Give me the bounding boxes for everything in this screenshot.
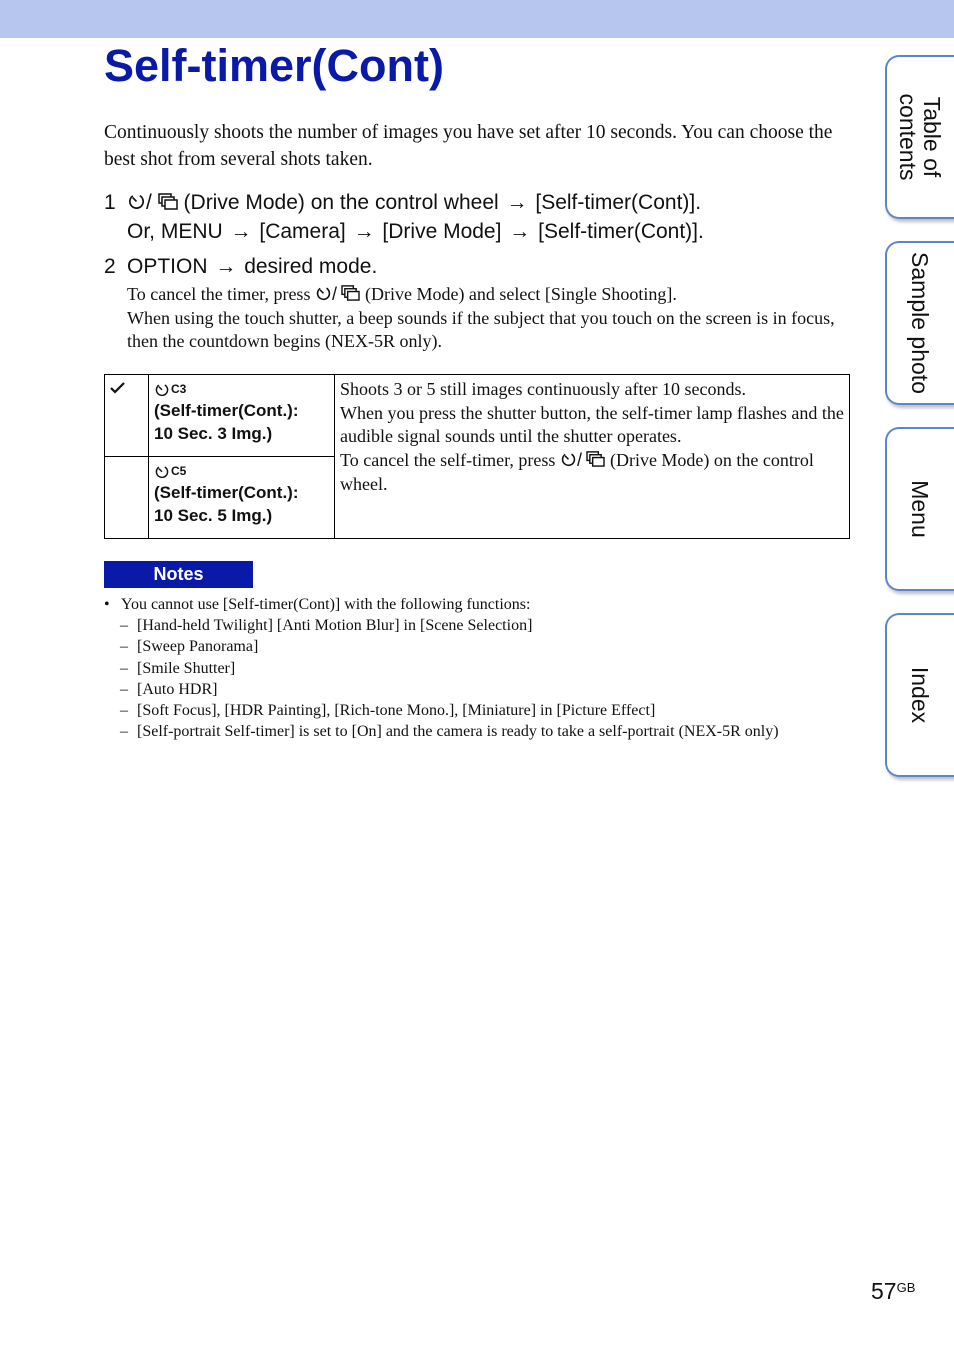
- arrow-icon: →: [509, 220, 531, 243]
- tab-label: Menu: [907, 480, 933, 538]
- note-text: To cancel the timer, press: [127, 284, 311, 304]
- continuous-shooting-icon: [158, 189, 178, 218]
- notes-list: [104, 615, 844, 742]
- top-header-bar: [0, 0, 954, 38]
- description-text: To cancel the self-timer, press: [340, 449, 556, 470]
- page-number-suffix: GB: [896, 1280, 916, 1295]
- self-timer-icon: [560, 450, 577, 474]
- step-2-notes: [127, 283, 847, 353]
- mode-label: 10 Sec. 5 Img.): [154, 506, 273, 525]
- list-item: – [Auto HDR]: [137, 679, 844, 700]
- tab-label-line: contents: [895, 93, 921, 181]
- step-2-line: [127, 252, 377, 281]
- arrow-icon: →: [353, 220, 375, 243]
- self-timer-icon: [127, 189, 146, 218]
- note-text: (Drive Mode) and select [Single Shooting].: [364, 284, 677, 304]
- notes-intro: • You cannot use [Self-timer(Cont)] with the following functions:: [104, 594, 844, 615]
- tab-label-line: Table of: [919, 96, 945, 178]
- mode-icon: [154, 461, 330, 481]
- selection-cell[interactable]: [105, 457, 149, 539]
- mode-label: 10 Sec. 3 Img.): [154, 424, 273, 443]
- self-timer-icon: [315, 284, 332, 307]
- tab-menu[interactable]: [885, 427, 954, 591]
- drive-mode-label: [Drive Mode]: [382, 220, 502, 243]
- continuous-shooting-icon: [586, 450, 605, 474]
- selection-cell[interactable]: [105, 375, 149, 457]
- page-number: [871, 1278, 915, 1305]
- continuous-shooting-icon: [341, 284, 360, 307]
- mode-option-c3[interactable]: [149, 375, 335, 457]
- checkmark-icon: [110, 381, 126, 395]
- menu-label: Or, MENU: [127, 220, 223, 243]
- mode-option-c5[interactable]: [149, 457, 335, 539]
- tab-label: Sample photo: [907, 252, 933, 394]
- arrow-icon: →: [230, 220, 252, 243]
- tab-table-of-contents[interactable]: [885, 55, 954, 219]
- slash: /: [331, 284, 337, 304]
- mode-label: (Self-timer(Cont.):: [154, 483, 299, 502]
- description-text: Shoots 3 or 5 still images continuously after 10 seconds.: [340, 379, 746, 399]
- option-label: OPTION: [127, 255, 208, 278]
- touch-shutter-note: When using the touch shutter, a beep sounds if the subject that you touch on the screen is in focus, then the countdown begins (NEX-5R only).: [127, 308, 835, 352]
- page-title: Self-timer(Cont): [104, 40, 444, 91]
- arrow-icon: →: [506, 191, 528, 214]
- intro-paragraph: Continuously shoots the number of images you have set after 10 seconds. You can choose the best shot from several shots taken.: [104, 122, 833, 170]
- list-item: – [Hand-held Twilight] [Anti Motion Blur] in [Scene Selection]: [137, 615, 844, 636]
- table-row: [105, 375, 850, 457]
- page-number-value: 57: [871, 1278, 897, 1304]
- tab-index[interactable]: [885, 613, 954, 777]
- step-1-line-1: [127, 188, 701, 218]
- list-item: – [Sweep Panorama]: [137, 636, 844, 657]
- notes-badge: Notes: [104, 561, 253, 588]
- step-number: 2: [104, 255, 116, 278]
- self-timer-icon: [154, 463, 170, 479]
- arrow-icon: →: [215, 255, 237, 278]
- tab-label: Index: [907, 666, 933, 724]
- tab-sample-photo[interactable]: [885, 241, 954, 405]
- mode-code: C5: [171, 463, 187, 478]
- mode-icon: [154, 379, 330, 399]
- list-item: – [Self-portrait Self-timer] is set to [On] and the camera is ready to take a self-portrait (NEX-5R only): [137, 721, 844, 742]
- slash: /: [146, 191, 152, 214]
- description-text: When you press the shutter button, the self-timer lamp flashes and the audible signal sounds until the shutter operates.: [340, 402, 844, 446]
- list-item: – [Soft Focus], [HDR Painting], [Rich-tone Mono.], [Miniature] in [Picture Effect]: [137, 700, 844, 721]
- step-1-line-2: [127, 217, 704, 246]
- list-item: – [Smile Shutter]: [137, 658, 844, 679]
- description-cancel: [340, 449, 844, 497]
- step-1-target: [Self-timer(Cont)].: [535, 191, 702, 214]
- mode-code: C3: [171, 381, 187, 396]
- cancel-timer-note: [127, 283, 847, 307]
- tab-label: [896, 94, 944, 181]
- mode-label: (Self-timer(Cont.):: [154, 401, 299, 420]
- mode-description: [335, 375, 850, 539]
- desired-mode-label: desired mode.: [244, 255, 378, 278]
- step-1-text: (Drive Mode) on the control wheel: [183, 191, 499, 214]
- description-text: (Drive Mode) on the control wheel.: [340, 449, 814, 495]
- camera-label: [Camera]: [259, 220, 346, 243]
- notes-section: [104, 594, 844, 742]
- slash: /: [576, 449, 582, 470]
- self-timer-cont-label: [Self-timer(Cont)].: [538, 220, 704, 243]
- modes-table: [104, 374, 850, 539]
- step-number: 1: [104, 191, 116, 214]
- self-timer-icon: [154, 381, 170, 397]
